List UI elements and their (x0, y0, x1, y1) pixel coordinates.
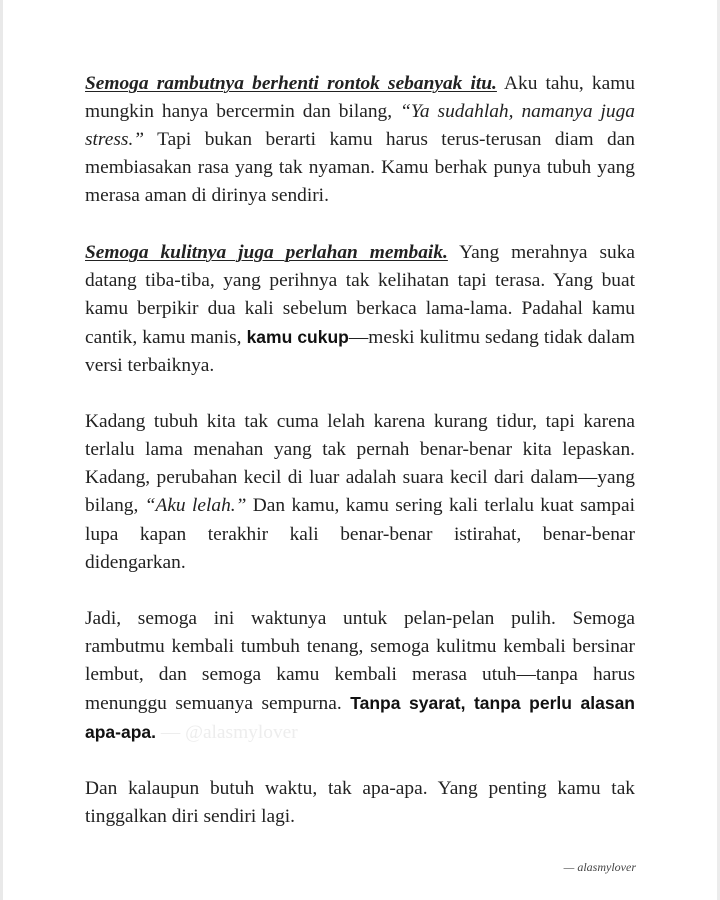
paragraph-quote: “Aku lelah.” (144, 495, 247, 517)
paragraph-text: Tapi bukan berarti kamu harus terus-terusan diam dan membiasakan rasa yang tak nyaman. Kamu berhak punya tubuh yang merasa aman di dirinya sendiri. (85, 129, 635, 207)
paragraph-text: Kadang tubuh kita tak cuma lelah karena kurang tidur, tapi karena terlalu lama menahan yang tak pernah benar-benar kita lepaskan. Kadang, perubahan kecil di luar adalah suara kecil dari dalam—yang bilang, (85, 411, 635, 517)
page-edge-left (0, 0, 3, 900)
paragraph-heal (85, 605, 635, 747)
paragraph-text: Jadi, semoga ini waktunya untuk pelan-pelan pulih. Semoga rambutmu kembali tumbuh tenang, semoga kulitmu kembali bersinar lembut, dan semoga kamu kembali merasa utuh—tanpa harus menunggu semuanya sempurna. (85, 607, 635, 715)
paragraph-emphasis: kamu cukup (246, 326, 349, 347)
paragraph-text: —meski kulitmu sedang tidak dalam versi terbaiknya. (85, 326, 635, 376)
paragraph-closing (85, 775, 635, 831)
paragraph-hair (85, 70, 635, 210)
paragraph-quote: “Ya sudahlah, namanya juga stress.” (85, 101, 635, 151)
paragraph-heading-skin: Semoga kulitnya juga perlahan membaik. (85, 241, 448, 263)
watermark: — @alasmylover (156, 722, 298, 744)
paragraph-tired (85, 408, 635, 577)
paragraph-text: Dan kalaupun butuh waktu, tak apa-apa. Yang penting kamu tak tinggalkan diri sendiri lagi. (85, 778, 635, 828)
article-body (85, 70, 635, 832)
paragraph-skin (85, 239, 635, 380)
paragraph-text: Dan kamu, kamu sering kali terlalu kuat sampai lupa kapan terakhir kali benar-benar istirahat, benar-benar didengarkan. (85, 495, 635, 573)
paragraph-heading-hair: Semoga rambutnya berhenti rontok sebanyak itu. (85, 73, 497, 94)
paragraph-emphasis: Tanpa syarat, tanpa perlu alasan apa-apa. (85, 693, 635, 743)
author-signature: — alasmylover (563, 860, 636, 874)
paragraph-text: Aku tahu, kamu mungkin hanya bercermin dan bilang, (85, 73, 636, 123)
paragraph-text: Yang merahnya suka datang tiba-tiba, yang perihnya tak kelihatan tapi terasa. Yang buat kamu berpikir dua kali sebelum berkaca lama-lama. Padahal kamu cantik, kamu manis, (85, 241, 635, 348)
